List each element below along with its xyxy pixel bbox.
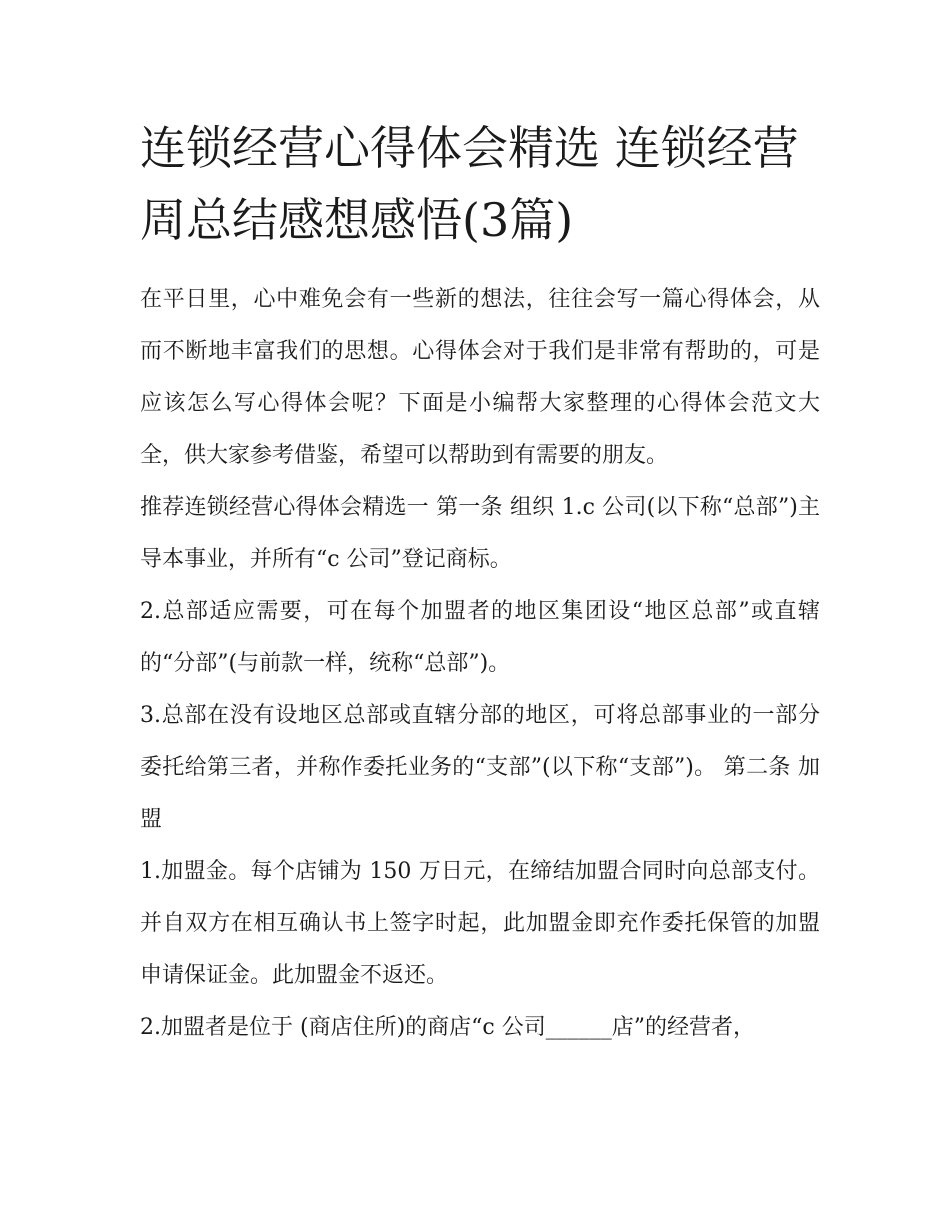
paragraph-franchise-fee: 1.加盟金。每个店铺为 150 万日元，在缔结加盟合同时向总部支付。并自双方在相互确认书上签字时起，此加盟金即充作委托保管的加盟申请保证金。此加盟金不返还。 bbox=[140, 859, 820, 988]
document-title: 连锁经营心得体会精选 连锁经营周总结感想感悟(3篇) bbox=[140, 121, 799, 247]
paragraph-franchisee: 2.加盟者是位于 (商店住所)的商店“c 公司______店”的经营者， bbox=[140, 1015, 755, 1040]
paragraph-item-3: 3.总部在没有设地区总部或直辖分部的地区，可将总部事业的一部分委托给第三者，并称作委托业务的“支部”(以下称“支部”)。 第二条 加盟 bbox=[140, 703, 820, 832]
paragraph-intro: 在平日里，心中难免会有一些新的想法，往往会写一篇心得体会，从而不断地丰富我们的思想。心得体会对于我们是非常有帮助的，可是应该怎么写心得体会呢？下面是小编帮大家整理的心得体会范文大全，供大家参考借鉴，希望可以帮助到有需要的朋友。 bbox=[140, 287, 820, 468]
paragraph-article-1: 推荐连锁经营心得体会精选一 第一条 组织 1.c 公司(以下称“总部”)主导本事业，并所有“c 公司”登记商标。 bbox=[140, 495, 820, 572]
document-page bbox=[140, 112, 820, 1054]
paragraph-item-2: 2.总部适应需要，可在每个加盟者的地区集团设“地区总部”或直辖的“分部”(与前款一样，统称“总部”)。 bbox=[140, 599, 820, 676]
